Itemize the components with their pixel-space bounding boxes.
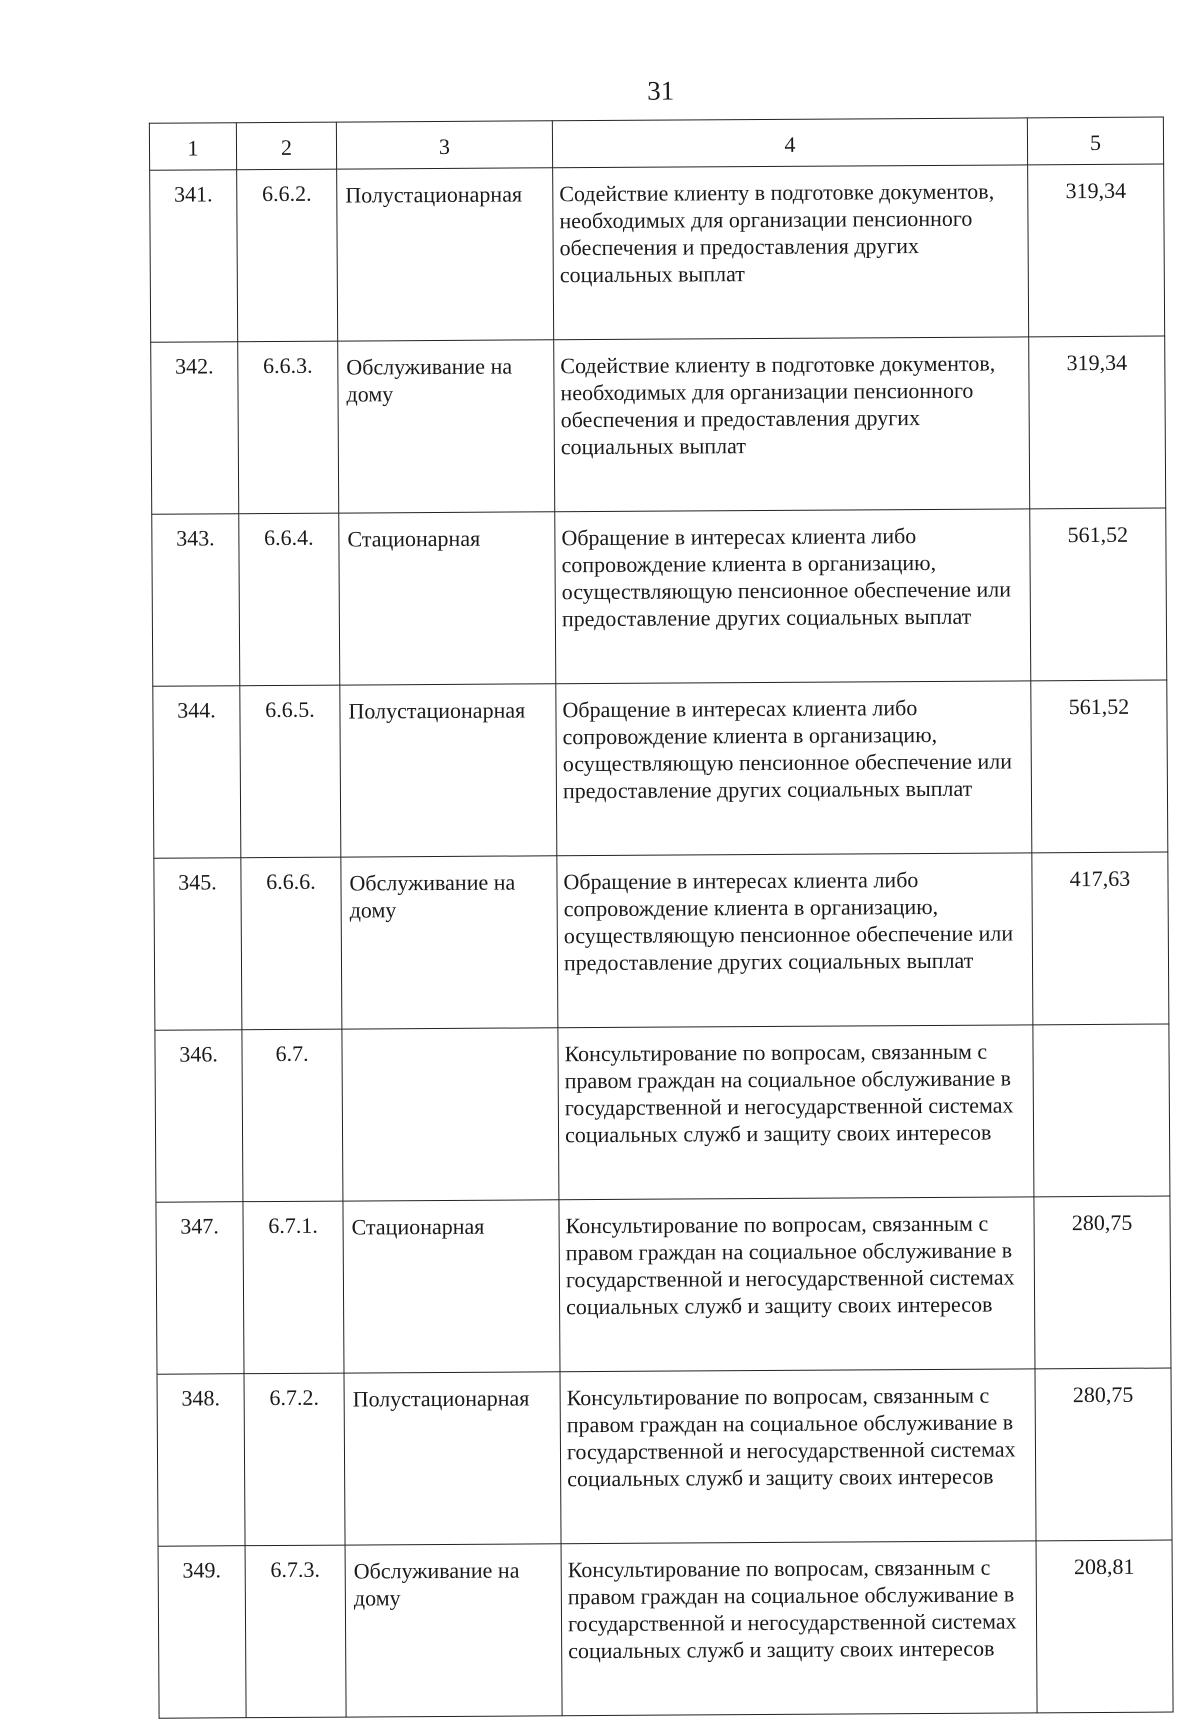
service-form: Обслуживание на дому (345, 1544, 562, 1717)
service-price: 319,34 (1029, 336, 1166, 509)
table-row (155, 1024, 1170, 1202)
service-price: 319,34 (1028, 164, 1165, 337)
service-code: 6.6.3. (238, 341, 339, 514)
service-form: Полустационарная (340, 684, 557, 857)
services-table (149, 117, 1174, 1719)
service-description: Содействие клиенту в подготовке документов, необходимых для организации пенсионного обеспечения и предоставления других социальных выплат (554, 337, 1030, 512)
service-price: 208,81 (1036, 1540, 1173, 1713)
page-number: 31 (647, 75, 675, 106)
service-price: 280,75 (1035, 1368, 1172, 1541)
table-row (158, 1540, 1173, 1718)
service-code: 6.7.2. (244, 1373, 345, 1546)
service-price: 417,63 (1032, 852, 1169, 1025)
service-price: 561,52 (1030, 508, 1167, 681)
service-code: 6.6.6. (241, 857, 342, 1030)
row-number: 345. (154, 858, 242, 1031)
row-number: 342. (151, 342, 239, 515)
service-code: 6.7.1. (243, 1201, 344, 1374)
service-form: Полустационарная (337, 168, 554, 341)
service-form: Полустационарная (344, 1372, 561, 1545)
service-description: Обращение в интересах клиента либо сопровождение клиента в организацию, осуществляющую пенсионное обеспечение или предоставление других социальных выплат (557, 853, 1033, 1028)
service-code: 6.6.5. (240, 685, 341, 858)
table-row (150, 164, 1165, 342)
column-header: 5 (1027, 117, 1163, 165)
service-description: Консультирование по вопросам, связанным с правом граждан на социальное обслуживание в государственной и негосударственной системах социальных служб и защиту своих интересов (559, 1197, 1035, 1372)
table-row (152, 508, 1167, 686)
service-code: 6.7.3. (245, 1545, 346, 1718)
table-row (153, 680, 1168, 858)
row-number: 349. (158, 1546, 246, 1719)
table-row (154, 852, 1169, 1030)
table-row (151, 336, 1166, 514)
column-header: 2 (236, 122, 336, 170)
table-header-row (149, 117, 1163, 170)
column-header: 1 (149, 123, 236, 171)
row-number: 344. (153, 686, 241, 859)
column-header: 4 (552, 118, 1027, 168)
service-form: Обслуживание на дому (341, 856, 558, 1029)
service-price: 561,52 (1031, 680, 1168, 853)
service-description: Обращение в интересах клиента либо сопровождение клиента в организацию, осуществляющую пенсионное обеспечение или предоставление других социальных выплат (555, 509, 1031, 684)
service-form: Стационарная (339, 512, 556, 685)
row-number: 347. (156, 1202, 244, 1375)
row-number: 348. (157, 1374, 245, 1547)
row-number: 343. (152, 514, 240, 687)
service-code: 6.7. (242, 1029, 343, 1202)
service-code: 6.6.4. (239, 513, 340, 686)
service-form (342, 1028, 559, 1201)
table-row (157, 1368, 1172, 1546)
service-description: Консультирование по вопросам, связанным с правом граждан на социальное обслуживание в государственной и негосударственной системах социальных служб и защиту своих интересов (560, 1369, 1036, 1544)
service-form: Стационарная (343, 1200, 560, 1373)
row-number: 346. (155, 1030, 243, 1203)
service-price (1033, 1024, 1170, 1197)
service-form: Обслуживание на дому (338, 340, 555, 513)
table-row (156, 1196, 1171, 1374)
column-header: 3 (336, 121, 552, 169)
service-code: 6.6.2. (237, 169, 338, 342)
service-description: Консультирование по вопросам, связанным с правом граждан на социальное обслуживание в государственной и негосударственной системах социальных служб и защиту своих интересов (558, 1025, 1034, 1200)
service-description: Консультирование по вопросам, связанным с правом граждан на социальное обслуживание в государственной и негосударственной системах социальных служб и защиту своих интересов (561, 1541, 1037, 1716)
row-number: 341. (150, 170, 238, 343)
service-price: 280,75 (1034, 1196, 1171, 1369)
service-description: Обращение в интересах клиента либо сопровождение клиента в организацию, осуществляющую пенсионное обеспечение или предоставление других социальных выплат (556, 681, 1032, 856)
service-description: Содействие клиенту в подготовке документов, необходимых для организации пенсионного обеспечения и предоставления других социальных выплат (553, 165, 1029, 340)
